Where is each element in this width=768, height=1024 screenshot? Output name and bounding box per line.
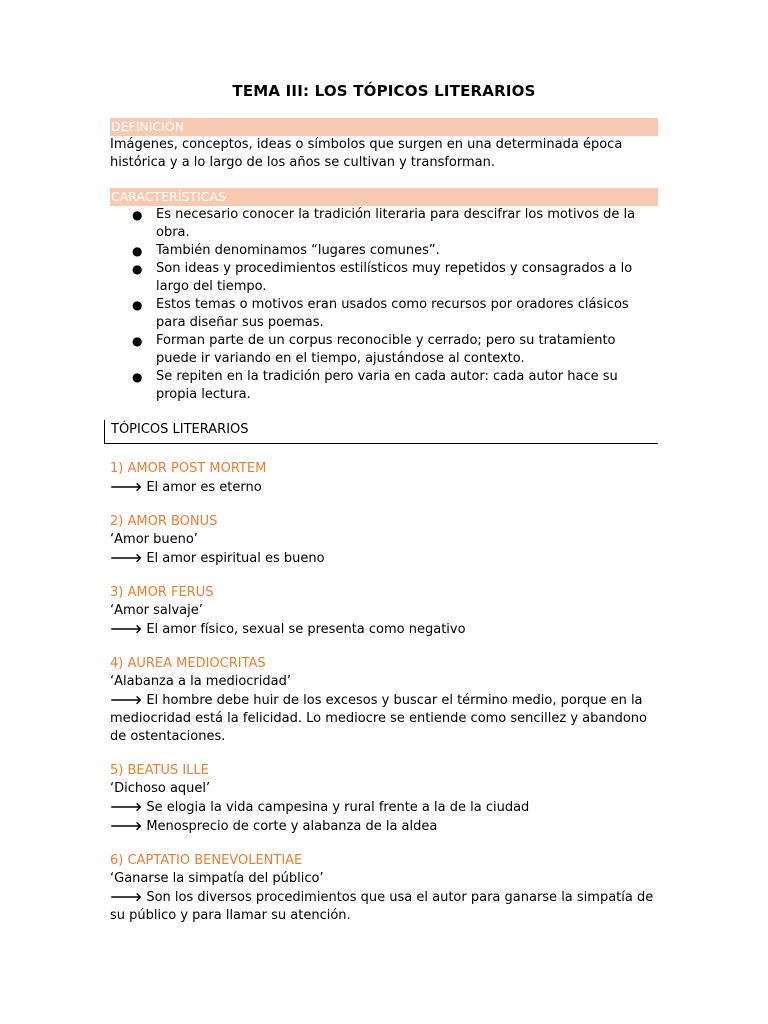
topic-quote: ‘Amor salvaje’ xyxy=(110,603,203,618)
topic-4 xyxy=(110,655,658,746)
topic-point: 🡒 El hombre debe huir de los excesos y buscar el término medio, porque en la mediocridad está la felicidad. Lo mediocre se entiende como sencillez y abandono de ostentaciones. xyxy=(110,693,647,744)
bullet-icon: ● xyxy=(132,208,143,222)
topic-heading: 1) AMOR POST MORTEM xyxy=(110,461,267,476)
topic-heading: 5) BEATUS ILLE xyxy=(110,763,209,778)
topic-1 xyxy=(110,460,658,497)
list-item: ● También denominamos “lugares comunes”. xyxy=(132,243,440,258)
bullet-icon: ● xyxy=(132,334,143,348)
definicion-band: DEFINICIÓN xyxy=(110,118,658,136)
topic-point: 🡒 El amor es eterno xyxy=(110,480,262,495)
page-title: TEMA III: LOS TÓPICOS LITERARIOS xyxy=(232,82,536,100)
topic-heading: 2) AMOR BONUS xyxy=(110,514,218,529)
document-body xyxy=(110,82,658,925)
bullet-icon: ● xyxy=(132,244,143,258)
topic-quote: ‘Amor bueno’ xyxy=(110,532,198,547)
arrow-right-icon: 🡒 xyxy=(110,622,143,636)
topic-heading: 6) CAPTATIO BENEVOLENTIAE xyxy=(110,853,303,868)
arrow-right-icon: 🡒 xyxy=(110,480,143,494)
arrow-right-icon: 🡒 xyxy=(110,551,143,565)
topicos-section-header: TÓPICOS LITERARIOS xyxy=(104,420,658,444)
topic-point: 🡒 Son los diversos procedimientos que usa el autor para ganarse la simpatía de su público y para llamar su atención. xyxy=(110,890,654,923)
topic-quote: ‘Ganarse la simpatía del público’ xyxy=(110,871,324,886)
topic-point: 🡒 Se elogia la vida campesina y rural frente a la de la ciudad xyxy=(110,800,530,815)
bullet-icon: ● xyxy=(132,262,143,276)
list-item: ● Se repiten en la tradición pero varia en cada autor: cada autor hace su propia lectura. xyxy=(132,369,618,402)
list-item: ● Forman parte de un corpus reconocible y cerrado; pero su tratamiento puede ir variando en el tiempo, ajustándose al contexto. xyxy=(132,333,616,366)
list-item: ● Es necesario conocer la tradición literaria para descifrar los motivos de la obra. xyxy=(132,207,636,240)
topic-5 xyxy=(110,762,658,836)
caracteristicas-band: CARACTERÍSTICAS xyxy=(110,188,658,206)
topic-quote: ‘Dichoso aquel’ xyxy=(110,781,211,796)
topic-6 xyxy=(110,852,658,925)
arrow-right-icon: 🡒 xyxy=(110,819,143,833)
topic-2 xyxy=(110,513,658,568)
bullet-icon: ● xyxy=(132,370,143,384)
topic-3 xyxy=(110,584,658,639)
list-item: ● Son ideas y procedimientos estilísticos muy repetidos y consagrados a lo largo del tiempo. xyxy=(132,261,633,294)
topic-quote: ‘Alabanza a la mediocridad’ xyxy=(110,674,291,689)
arrow-right-icon: 🡒 xyxy=(110,693,143,707)
topic-point: 🡒 El amor espiritual es bueno xyxy=(110,551,325,566)
caracteristicas-list xyxy=(110,206,658,404)
arrow-right-icon: 🡒 xyxy=(110,800,143,814)
list-item: ● Estos temas o motivos eran usados como recursos por oradores clásicos para diseñar sus poemas. xyxy=(132,297,629,330)
topic-heading: 4) AUREA MEDIOCRITAS xyxy=(110,656,266,671)
topic-heading: 3) AMOR FERUS xyxy=(110,585,214,600)
arrow-right-icon: 🡒 xyxy=(110,890,143,904)
bullet-icon: ● xyxy=(132,298,143,312)
topic-point: 🡒 El amor físico, sexual se presenta como negativo xyxy=(110,622,466,637)
definicion-text: Imágenes, conceptos, ideas o símbolos que surgen en una determinada época histórica y a lo largo de los años se cultivan y transforman. xyxy=(110,137,623,170)
topic-point: 🡒 Menosprecio de corte y alabanza de la aldea xyxy=(110,819,438,834)
